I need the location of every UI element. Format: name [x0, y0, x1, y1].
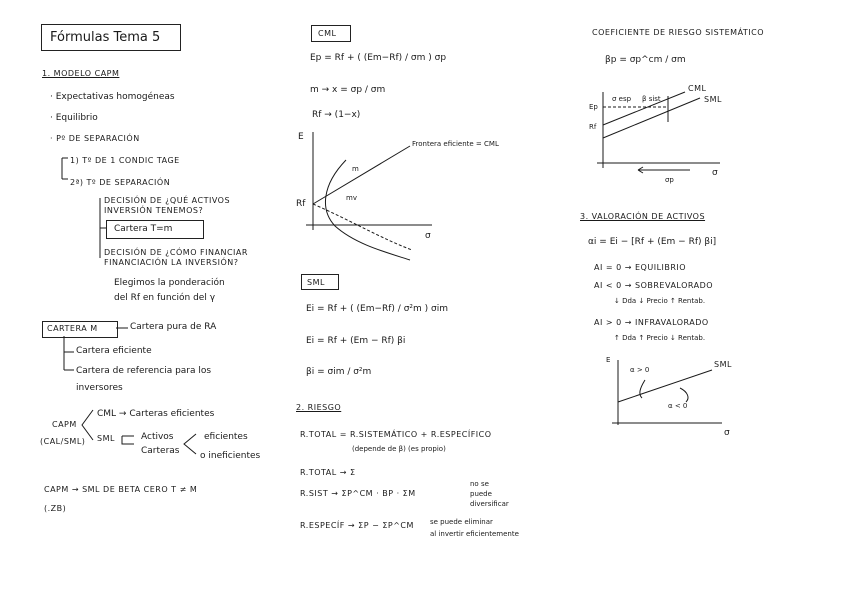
alpha-sobrevalorado: ΑI < 0 → SOBREVALORADO: [594, 281, 714, 290]
riesgo-esp-note-1: se puede eliminar: [430, 518, 493, 526]
decision-inversion-1: DECISIÓN DE ¿QUÉ ACTIVOS: [104, 196, 231, 205]
riesgo-total: R.TOTAL = R.SISTEMÁTICO + R.ESPECÍFICO: [300, 430, 492, 439]
alpha-equilibrio: ΑI = 0 → EQUILIBRIO: [594, 263, 687, 272]
graph2-sigma: σ: [712, 168, 718, 178]
formula-sml-cov: Ei = Rf + ( (Em−Rf) / σ²m ) σim: [306, 304, 448, 314]
decision-financiacion-1: DECISIÓN DE ¿CÓMO FINANCIAR: [104, 248, 248, 257]
graph3-sigma: σ: [724, 428, 730, 438]
formula-beta-p: βp = σp^cm / σm: [605, 55, 686, 65]
riesgo-sist-note-2: puede: [470, 490, 492, 498]
section-capm: 1. MODELO CAPM: [42, 69, 120, 78]
graph2-beta-sist: β sist: [642, 95, 661, 103]
decision-inversion-2: INVERSIÓN TENEMOS?: [104, 206, 204, 215]
capm-label: CAPM: [52, 420, 77, 429]
formula-alpha: αi = Ei − [Rf + (Em − Rf) βi]: [588, 237, 717, 247]
graph1-sigma: σ: [425, 231, 431, 241]
riesgo-sist-note-3: diversificar: [470, 500, 509, 508]
sml-beta-cero: CAPM → SML DE BETA CERO T ≠ M: [44, 485, 198, 494]
formula-x: m → x = σp / σm: [310, 85, 386, 95]
cartera-tm: Cartera T=m: [114, 224, 173, 234]
formula-beta: βi = σim / σ²m: [306, 367, 372, 377]
graph2-sigma-p: σp: [665, 176, 674, 184]
sml-label: SML: [307, 278, 325, 287]
capm-sublabel: (CAL/SML): [40, 437, 86, 446]
graph3-e: E: [606, 356, 611, 364]
sml-activos: Activos: [141, 432, 174, 442]
riesgo-especifico: R.ESPECÍF → ΣP − ΣP^CM: [300, 521, 414, 530]
graph2-cml: CML: [688, 84, 707, 93]
zb-label: (.ZB): [44, 504, 67, 513]
bullet-expectativas: · Expectativas homogéneas: [50, 92, 175, 102]
decision-financiacion-2: FINANCIACIÓN LA INVERSIÓN?: [104, 258, 239, 267]
cml-eficientes: CML → Carteras eficientes: [97, 409, 215, 419]
section-valoracion: 3. VALORACIÓN DE ACTIVOS: [580, 212, 706, 221]
graph3-alpha-pos: α > 0: [630, 366, 650, 374]
graph2-rf: Rf: [589, 123, 597, 131]
graph3-sml: SML: [714, 360, 732, 369]
riesgo-sist-note-1: no se: [470, 480, 489, 488]
graph2-sml: SML: [704, 95, 722, 104]
alpha-infravalorado: ΑI > 0 → INFRAVALORADO: [594, 318, 709, 327]
graph1-mv: mv: [346, 194, 357, 202]
inversores: inversores: [76, 383, 123, 393]
ponderacion-2: del Rf en función del γ: [114, 293, 216, 303]
eficientes: eficientes: [204, 432, 248, 442]
cml-label: CML: [318, 29, 337, 38]
graph1-m: m: [352, 165, 359, 173]
riesgo-sist: R.SIST → ΣP^CM · ΒP · ΣM: [300, 489, 416, 498]
riesgo-sigma: R.TOTAL → Σ: [300, 468, 356, 477]
cartera-m: CARTERA M: [47, 324, 98, 333]
graph1-rf: Rf: [296, 199, 306, 209]
ponderacion-1: Elegimos la ponderación: [114, 278, 225, 288]
formula-cml: Ep = Rf + ( (Em−Rf) / σm ) σp: [310, 53, 447, 63]
riesgo-total-sub: (depende de β) (es propio): [352, 445, 446, 453]
graph1-e-axis: E: [298, 132, 304, 142]
cartera-pura: Cartera pura de RA: [130, 322, 217, 332]
graph2-sigma-esp: σ esp: [612, 95, 632, 103]
alpha-infravalorado-effect: ↑ Dda ↑ Precio ↓ Rentab.: [614, 334, 706, 342]
coef-riesgo: COEFICIENTE DE RIESGO SISTEMÁTICO: [592, 28, 765, 37]
graph1-frontier: Frontera eficiente = CML: [412, 140, 499, 148]
bullet-equilibrio: · Equilibrio: [50, 113, 98, 123]
sml-label-col1: SML: [97, 434, 115, 443]
cartera-eficiente: Cartera eficiente: [76, 346, 152, 356]
tm-condic: 1) Tº DE 1 CONDIC TAGE: [70, 156, 180, 165]
sml-carteras: Carteras: [141, 446, 180, 456]
graph2-ep: Ep: [589, 103, 598, 111]
graph3-alpha-neg: α < 0: [668, 402, 688, 410]
ineficientes: o ineficientes: [200, 451, 261, 461]
formula-sml-beta: Ei = Rf + (Em − Rf) βi: [306, 336, 406, 346]
cartera-referencia: Cartera de referencia para los: [76, 366, 212, 376]
riesgo-esp-note-2: al invertir eficientemente: [430, 530, 519, 538]
page-title: Fórmulas Tema 5: [50, 30, 161, 45]
section-riesgo: 2. RIESGO: [296, 403, 342, 412]
alpha-sobrevalorado-effect: ↓ Dda ↓ Precio ↑ Rentab.: [614, 297, 706, 305]
tm-separacion: 2ª) Tº DE SEPARACIÓN: [70, 178, 171, 187]
formula-rf: Rf → (1−x): [312, 110, 361, 120]
bullet-separacion: · Pº DE SEPARACIÓN: [50, 134, 140, 143]
